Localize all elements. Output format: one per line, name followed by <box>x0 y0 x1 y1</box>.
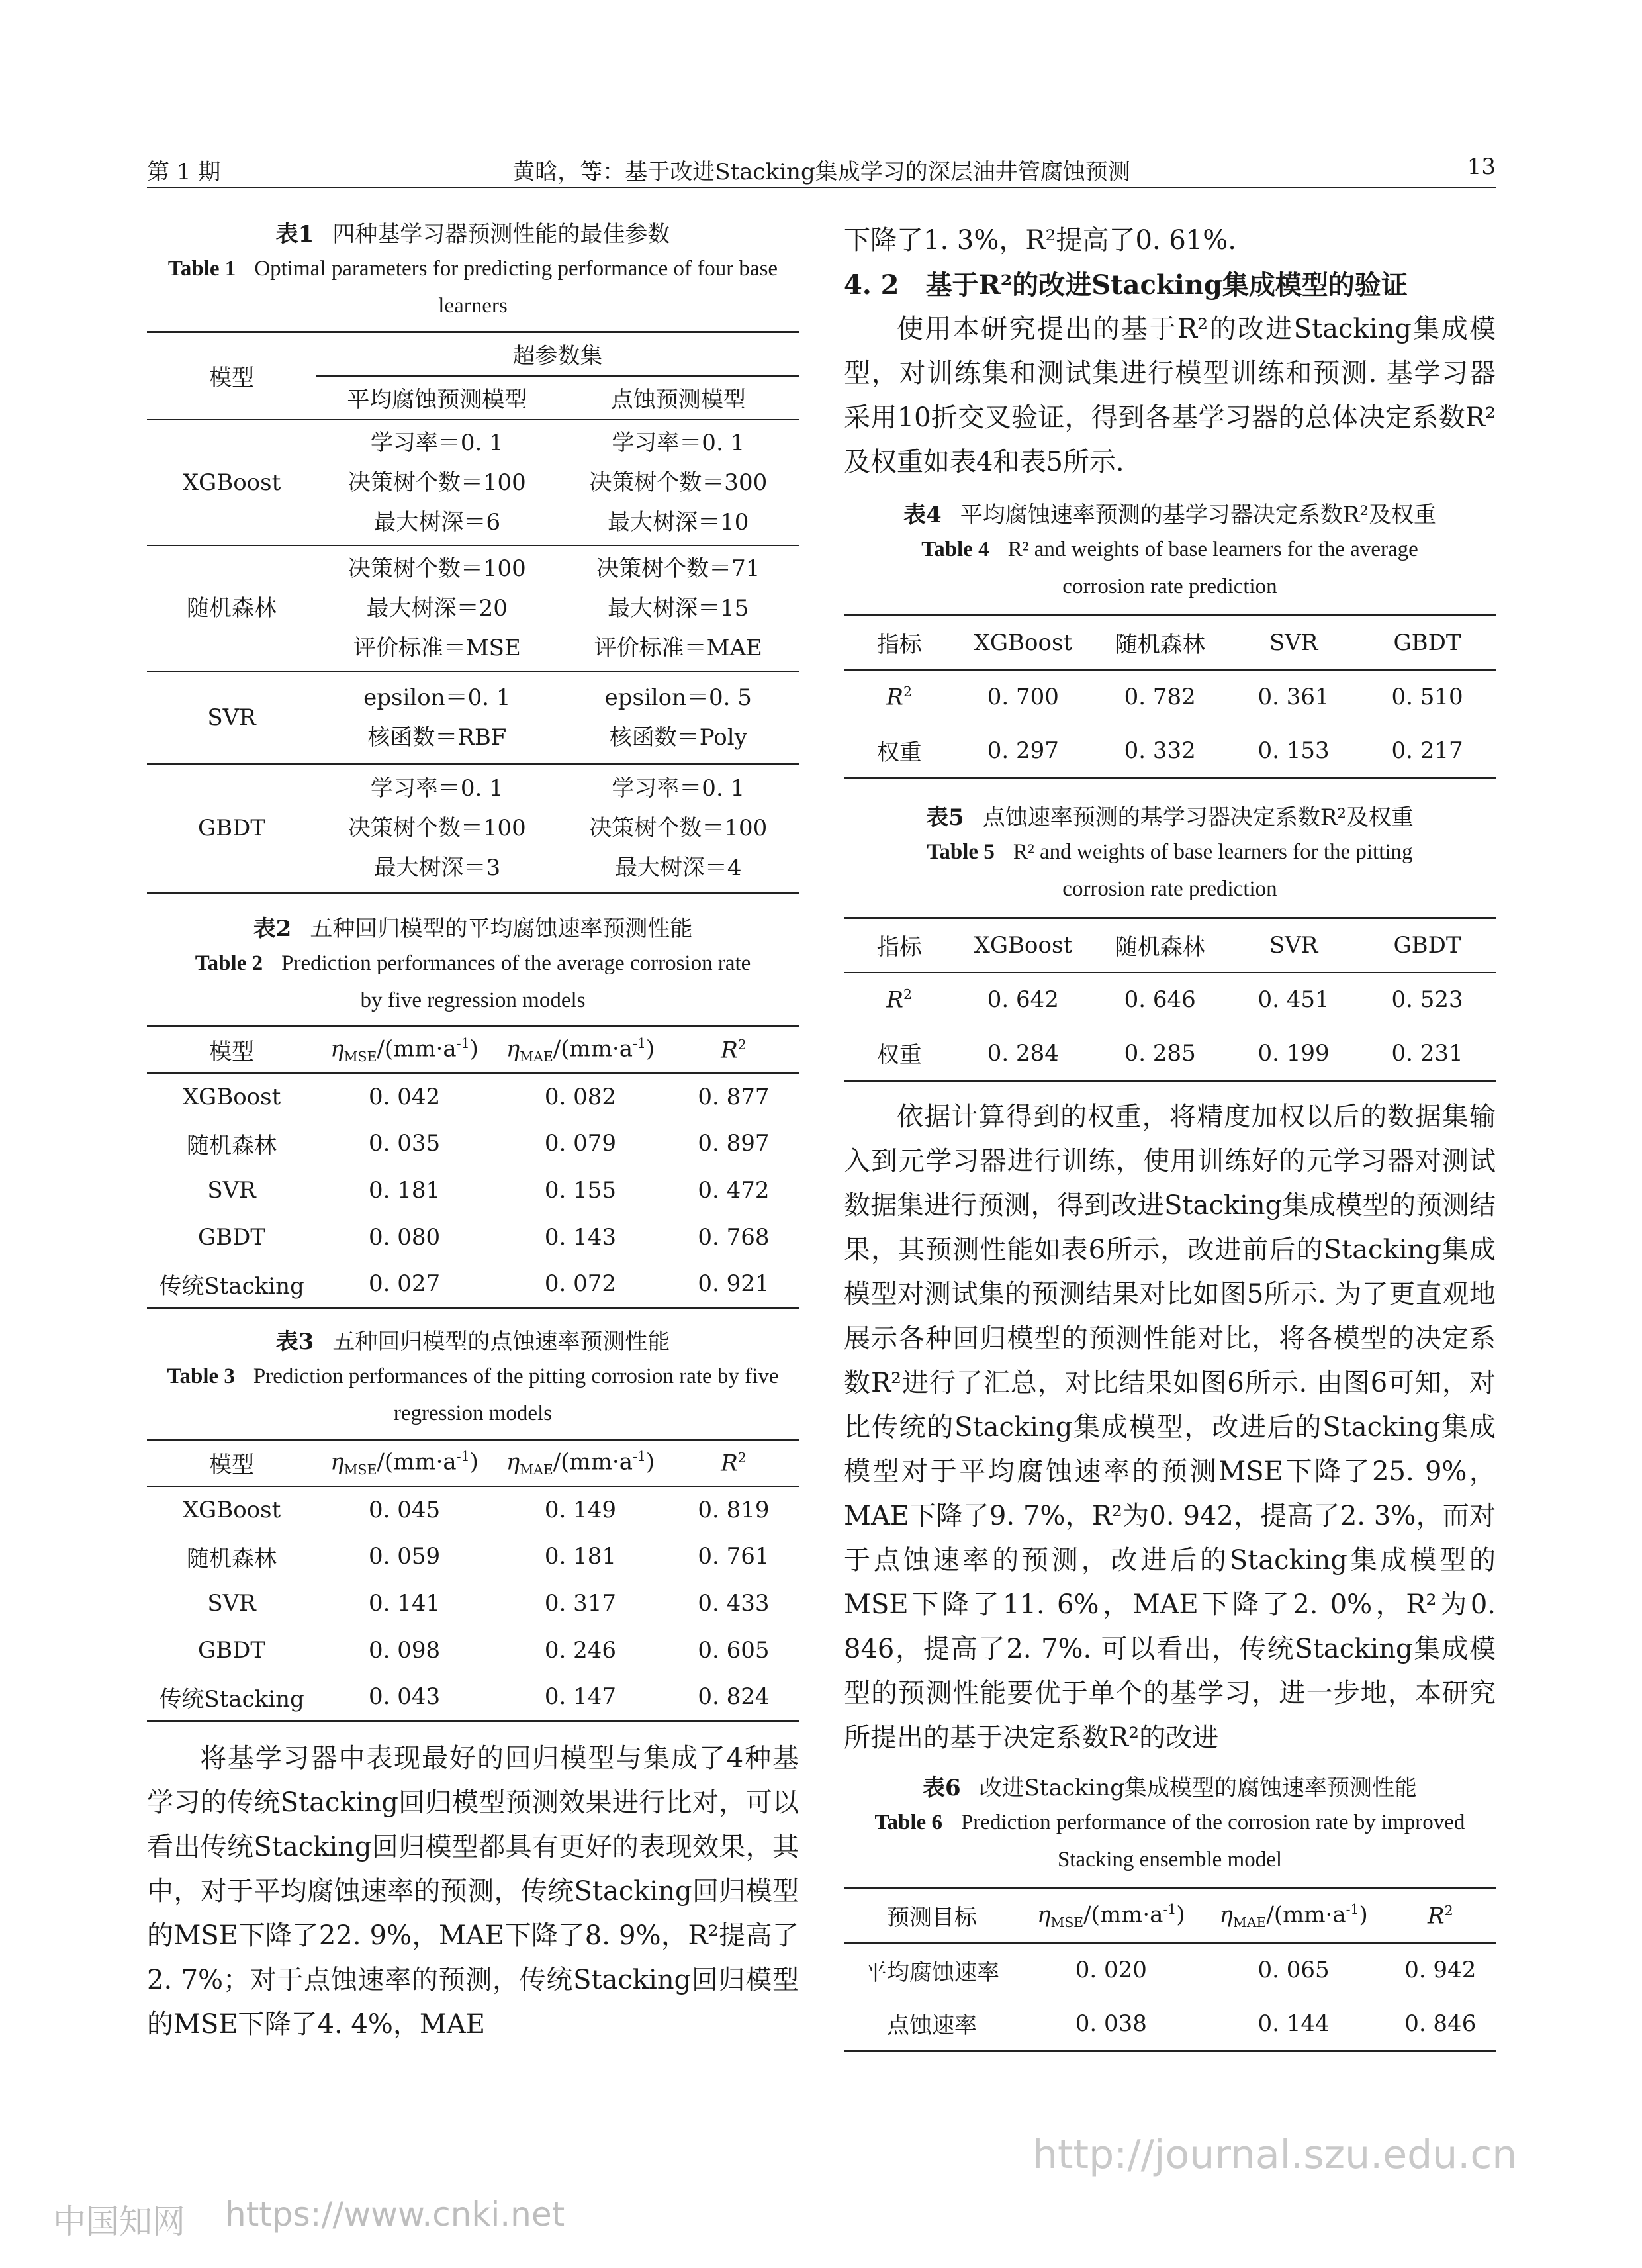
table1 <box>147 331 799 894</box>
table-row: XGBoost 0. 045 0. 149 0. 819 <box>182 1496 770 1523</box>
table-row: XGBoost 0. 042 0. 082 0. 877 <box>182 1083 770 1110</box>
table-row: 权重 0. 284 0. 285 0. 199 0. 231 <box>876 1039 1463 1069</box>
table-row: 传统Stacking 0. 027 0. 072 0. 921 <box>159 1270 770 1299</box>
t1-header-model: 模型 <box>147 332 316 420</box>
t3-h-mse: $\eta_{MSE}/(mm\cdot a^{-1})$ <box>330 1448 479 1478</box>
table5-caption-en: Table 5 R² and weights of base learners for the pitting corrosion rate prediction <box>927 840 1413 901</box>
t1-header-avg: 平均腐蚀预测模型 <box>347 387 527 413</box>
table-row: 随机森林 0. 059 0. 181 0. 761 <box>187 1543 770 1572</box>
table6-caption-cn: 表6 改进Stacking集成模型的腐蚀速率预测性能 <box>922 1775 1418 1801</box>
table1-caption-cn: 表1 四种基学习器预测性能的最佳参数 <box>275 221 670 248</box>
table-row: GBDT 0. 098 0. 246 0. 605 <box>198 1637 770 1664</box>
table6-caption-en: Table 6 Prediction performance of the corrosion rate by improved Stacking ensemble model <box>874 1811 1465 1871</box>
table-row: GBDT 0. 080 0. 143 0. 768 <box>198 1224 770 1251</box>
t3-h-r2: $R^2$ <box>721 1449 747 1476</box>
table-row: $R^2$ 0. 642 0. 646 0. 451 0. 523 <box>886 986 1463 1014</box>
body-paragraph: 依据计算得到的权重，将精度加权以后的数据集输入到元学习器进行训练，使用训练好的元学习器对测试数据集进行预测，得到改进Stacking集成模型的预测结果，其预测性能如表6所示，改进前后的Stacking集成模型对测试集的预测结果对比如图5所示. 为了更直观地展示各种回归模型的预测性能对比，将各模型的决定系数R²进行了汇总，对比结果如图6所示. 由图6可知，对比传统的Stacking集成模型，改进后的Stacking集成模型对于平均腐蚀速率的预测MSE下降了25. 9%，MAE下降了9. 7%，R²为0. 942，提高了2. 3%，而对于点蚀速率的预测，改进后的Stacking集成模型的MSE下降了11. 6%，MAE下降了2. 0%，R²为0. 846，提高了2. 7%. 可以看出，传统Stacking集成模型的预测性能要优于单个的基学习，进一步地，本研究所提出的基于决定系数R²的改进 <box>844 1102 1496 1753</box>
table5-caption-cn: 表5 点蚀速率预测的基学习器决定系数R²及权重 <box>926 804 1414 831</box>
issue-number: 第 1 期 <box>147 159 221 185</box>
table3 <box>147 1439 799 1722</box>
table-row: 点蚀速率 0. 038 0. 144 0. 846 <box>886 2010 1477 2040</box>
table-row: 权重 0. 297 0. 332 0. 153 0. 217 <box>876 737 1463 767</box>
running-title: 黄晗，等：基于改进Stacking集成学习的深层油井管腐蚀预测 <box>512 159 1130 185</box>
table4-caption-cn: 表4 平均腐蚀速率预测的基学习器决定系数R²及权重 <box>903 502 1436 528</box>
body-paragraph: 使用本研究提出的基于R²的改进Stacking集成模型，对训练集和测试集进行模型训练和预测. 基学习器采用10折交叉验证，得到各基学习器的总体决定系数R²及权重如表4和表5所示. <box>844 314 1496 477</box>
table2 <box>147 1025 799 1309</box>
t1-row: SVR epsilon＝0. 1 核函数＝RBF epsilon＝0. 5 核函数＝Poly <box>147 671 799 764</box>
t2-h-r2: $R^2$ <box>721 1036 747 1063</box>
t1-row: XGBoost 学习率＝0. 1 决策树个数＝100 最大树深＝6 学习率＝0. 1 决策树个数＝300 最大树深＝10 <box>147 420 799 545</box>
t2-h-mse: $\eta_{MSE}/(mm\cdot a^{-1})$ <box>330 1035 479 1064</box>
t3-h-mae: $\eta_{MAE}/(mm\cdot a^{-1})$ <box>506 1448 655 1478</box>
table-row: 随机森林 0. 035 0. 079 0. 897 <box>187 1130 770 1159</box>
section-heading: 4. 2 基于R²的改进Stacking集成模型的验证 <box>844 269 1408 301</box>
table4-caption-en: Table 4 R² and weights of base learners for the average corrosion rate prediction <box>921 538 1418 598</box>
running-header <box>147 147 1496 188</box>
t1-row: GBDT 学习率＝0. 1 决策树个数＝100 最大树深＝3 学习率＝0. 1 决策树个数＝100 最大树深＝4 <box>198 775 768 882</box>
body-paragraph-left: 将基学习器中表现最好的回归模型与集成了4种基学习的传统Stacking回归模型预测效果进行比对，可以看出传统Stacking回归模型都具有更好的表现效果，其中，对于平均腐蚀速率的预测，传统Stacking回归模型的MSE下降了22. 9%，MAE下降了8. 9%，R²提高了2. 7%；对于点蚀速率的预测，传统Stacking回归模型的MSE下降了4. 4%，MAE <box>147 1743 799 2040</box>
t2-h-model: 模型 <box>209 1039 255 1066</box>
table-row: 传统Stacking 0. 043 0. 147 0. 824 <box>159 1683 770 1713</box>
table1-caption-en: Table 1 Optimal parameters for predicting performance of four base learners <box>167 257 778 318</box>
t1-header-pit: 点蚀预测模型 <box>610 387 746 413</box>
table3-caption-en: Table 3 Prediction performances of the pitting corrosion rate by five regression models <box>167 1364 779 1425</box>
journal-watermark: http://journal.szu.edu.cn <box>1032 2132 1518 2178</box>
page-number: 13 <box>1467 154 1496 180</box>
table-row: 平均腐蚀速率 0. 020 0. 065 0. 942 <box>864 1957 1477 1986</box>
cnki-logo: 中国知网 <box>53 2202 185 2241</box>
table4: 指标 XGBoost 随机森林 SVR GBDT $R^2$ 0. 700 0. 782 0. 361 0. 510 权重 0. 297 0. 332 0. 153 0. 217 <box>844 614 1496 779</box>
table3-caption-cn: 表3 五种回归模型的点蚀速率预测性能 <box>275 1329 670 1355</box>
t1-header-hyper: 超参数集 <box>316 332 799 376</box>
cnki-url[interactable]: https://www.cnki.net <box>225 2195 565 2234</box>
left-column <box>147 218 799 2047</box>
t2-h-mae: $\eta_{MAE}/(mm\cdot a^{-1})$ <box>506 1035 655 1064</box>
table2-caption-cn: 表2 五种回归模型的平均腐蚀速率预测性能 <box>253 916 693 942</box>
table-row: SVR 0. 141 0. 317 0. 433 <box>207 1590 770 1617</box>
t1-row: 随机森林 决策树个数＝100 最大树深＝20 评价标准＝MSE 决策树个数＝71 最大树深＝15 评价标准＝MAE <box>147 545 799 671</box>
table5: 指标 XGBoost 随机森林 SVR GBDT $R^2$ 0. 642 0. 646 0. 451 0. 523 权重 0. 284 0. 285 0. 199 0. 231 <box>844 917 1496 1082</box>
body-paragraph-continued: 下降了1. 3%，R²提高了0. 61%. <box>844 225 1236 256</box>
table-row: SVR 0. 181 0. 155 0. 472 <box>207 1177 770 1204</box>
t3-h-model: 模型 <box>209 1452 255 1479</box>
table6: 预测目标 $\eta_{MSE}/(mm\cdot a^{-1})$ $\eta_{MAE}/(mm\cdot a^{-1})$ $R^2$ 平均腐蚀速率 0. 020 0. 065 0. 942 点蚀速率 0. 038 0. 144 0. 846 <box>844 1887 1496 2052</box>
right-column <box>844 218 1496 2052</box>
table-row: $R^2$ 0. 700 0. 782 0. 361 0. 510 <box>886 683 1463 711</box>
table2-caption-en: Table 2 Prediction performances of the average corrosion rate by five regression models <box>195 951 751 1012</box>
